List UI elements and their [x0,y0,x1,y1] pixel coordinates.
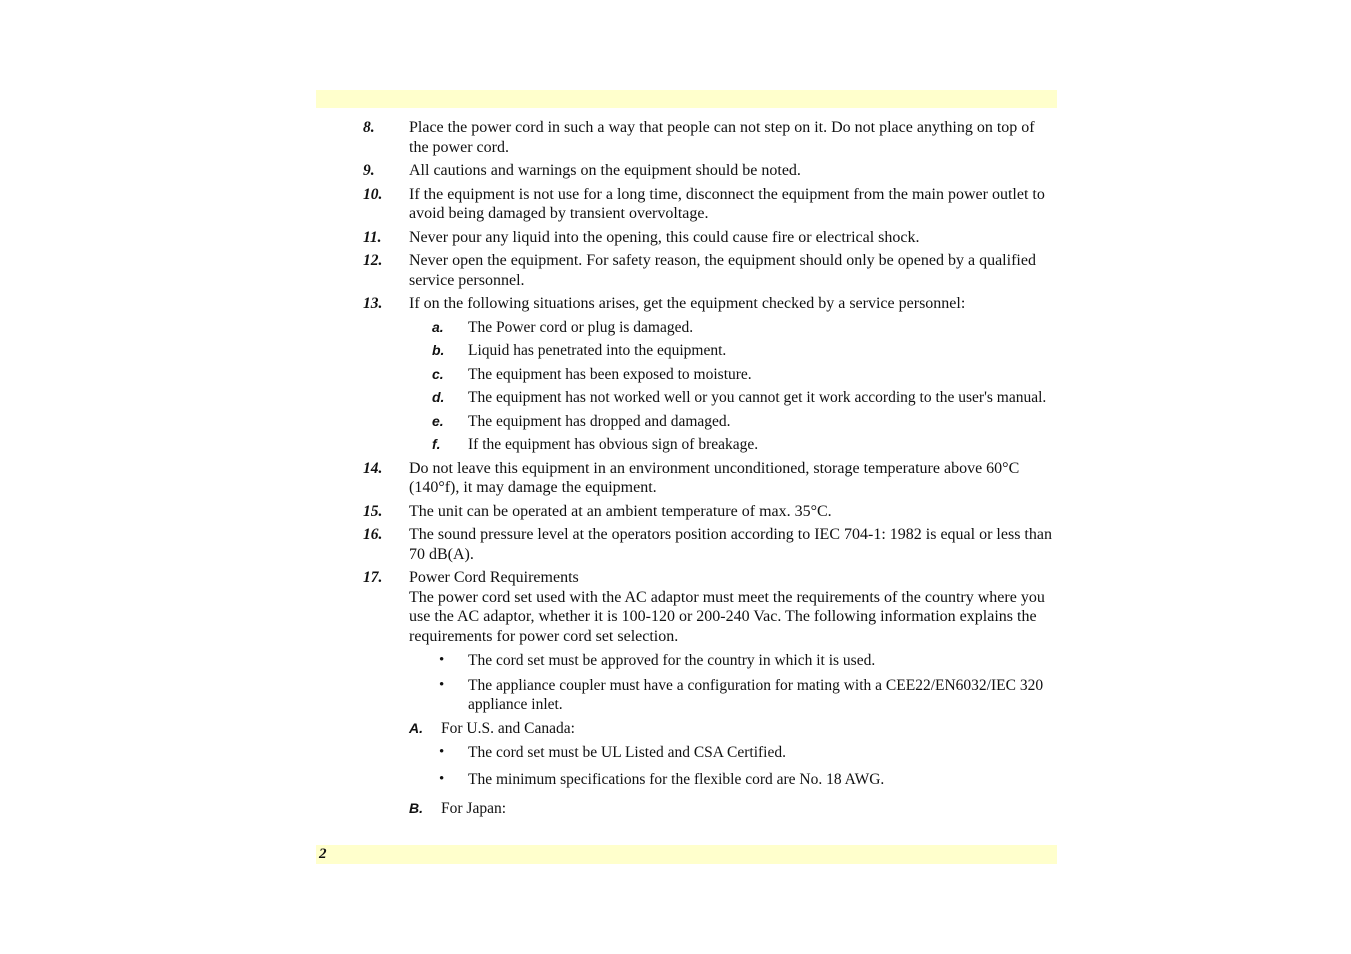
item-text: The power cord set used with the AC adaptor must meet the requirements of the country where you use the AC adaptor, whether it is 100-120 or 200-240 Vac. The following information explains the requirements for power cord set selection. [409,588,1045,645]
bullet-icon: • [439,744,445,760]
bullet-text: The appliance coupler must have a configuration for mating with a CEE22/EN6032/IEC 320 appliance inlet. [468,676,1044,713]
section-letter: B. [409,800,423,816]
sub-item-text: If the equipment has obvious sign of breakage. [468,436,759,453]
page-number: 2 [319,846,327,862]
bullet-text: The cord set must be UL Listed and CSA Certified. [468,744,786,761]
list-item-17 [316,568,1057,819]
sub-item-letter: c. [432,365,444,382]
list-item-14 [316,459,1057,498]
bullet-item [316,676,1057,715]
list-item-16 [316,525,1057,564]
sub-item-b [316,341,1057,361]
item-number: 8. [363,119,375,136]
section-text: For Japan: [441,800,507,817]
section-letter: A. [409,719,423,736]
item-number: 14. [363,459,383,477]
item-number: 12. [363,252,383,269]
item-text: Place the power cord in such a way that people can not step on it. Do not place anything on top of the power cord. [409,119,1035,156]
item-number: 10. [363,185,383,203]
sub-item-text: The equipment has not worked well or you cannot get it work according to the user's manual. [468,389,1047,406]
sub-item-letter: b. [432,342,445,358]
bullet-item [316,770,1057,790]
sub-item-text: The equipment has dropped and damaged. [468,412,731,430]
bullet-text: The minimum specifications for the flexible cord are No. 18 AWG. [468,770,885,788]
item-number: 17. [363,569,383,586]
item-number: 13. [363,295,383,312]
sub-item-e [316,412,1057,432]
sub-item-d [316,388,1057,408]
list-item-9 [316,161,1057,181]
sub-item-a [316,318,1057,338]
item-number: 16. [363,526,383,543]
bullet-item [316,743,1057,763]
bullet-icon: • [439,652,445,668]
item-text: If the equipment is not use for a long time, disconnect the equipment from the main power outlet to avoid being damaged by transient overvoltage. [409,185,1045,222]
sub-item-letter: a. [432,318,444,335]
list-item-11 [316,228,1057,248]
sub-item-c [316,365,1057,385]
bullet-icon: • [439,770,445,787]
section-text: For U.S. and Canada: [441,719,575,737]
item-text: The unit can be operated at an ambient temperature of max. 35°C. [409,502,832,520]
list-item-10 [316,185,1057,224]
header-band [316,90,1057,108]
bullet-text: The cord set must be approved for the country in which it is used. [468,652,876,669]
item-text: Never pour any liquid into the opening, this could cause fire or electrical shock. [409,228,920,246]
item-title: Power Cord Requirements [409,569,579,586]
item-text: Do not leave this equipment in an environment unconditioned, storage temperature above 60°C (140°f), it may damage the equipment. [409,459,1020,496]
item-text: All cautions and warnings on the equipment should be noted. [409,162,801,179]
item-text: If on the following situations arises, get the equipment checked by a service personnel: [409,295,966,312]
footer-band [316,845,1057,864]
sub-item-letter: d. [432,389,445,405]
item-number: 15. [363,502,383,520]
section-japan [316,799,1057,819]
bullet-item [316,651,1057,671]
item-number: 11. [363,228,382,246]
list-item-13 [316,294,1057,455]
sub-item-text: The equipment has been exposed to moisture. [468,365,752,383]
item-text: The sound pressure level at the operators position according to IEC 704-1: 1982 is equal or less than 70 dB(A). [409,526,1052,563]
item-number: 9. [363,162,375,179]
list-item-12 [316,251,1057,290]
section-us-canada [316,719,1057,739]
sub-item-text: The Power cord or plug is damaged. [468,318,694,336]
sub-item-f [316,435,1057,455]
list-item-15 [316,502,1057,522]
document-body [316,118,1057,823]
sub-item-text: Liquid has penetrated into the equipment. [468,342,727,359]
item-text: Never open the equipment. For safety reason, the equipment should only be opened by a qualified service personnel. [409,252,1036,289]
sub-item-letter: f. [432,436,441,452]
sub-item-letter: e. [432,412,444,429]
bullet-icon: • [439,676,445,693]
list-item-8 [316,118,1057,157]
